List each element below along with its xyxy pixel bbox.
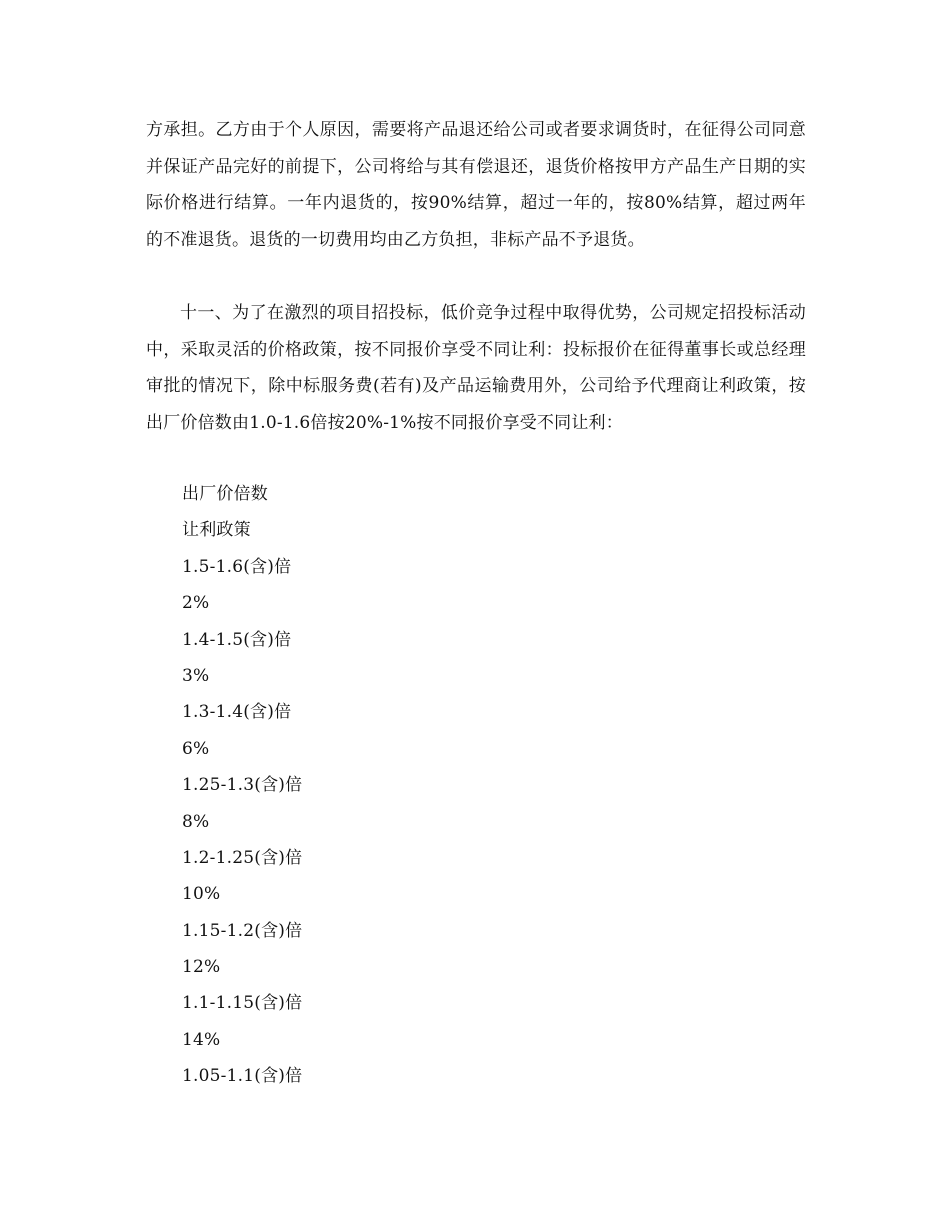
table-line: 1.5-1.6(含)倍 xyxy=(182,556,292,577)
table-line: 1.25-1.3(含)倍 xyxy=(182,775,303,796)
table-line: 12% xyxy=(182,957,221,978)
table-line: 1.2-1.25(含)倍 xyxy=(182,847,303,868)
table-line: 10% xyxy=(182,884,221,905)
table-line: 1.4-1.5(含)倍 xyxy=(182,629,292,650)
table-header-discount: 让利政策 xyxy=(182,520,251,541)
table-line: 14% xyxy=(182,1029,221,1050)
table-line: 2% xyxy=(182,593,210,614)
paragraph-bidding-policy: 十一、为了在激烈的项目招投标，低价竞争过程中取得优势，公司规定招投标活动中，采取灵活的价格政策，按不同报价享受不同让利：投标报价在征得董事长或总经理审批的情况下，除中标服务费(若有)及产品运输费用外，公司给予代理商让利政策，按出厂价倍数由1.0-1.6倍按20%-1%按不同报价享受不同让利： xyxy=(146,303,806,433)
table-line: 3% xyxy=(182,665,210,686)
table-line: 6% xyxy=(182,738,210,759)
discount-table-lines xyxy=(182,476,302,1095)
table-line: 8% xyxy=(182,811,210,832)
table-line: 1.1-1.15(含)倍 xyxy=(182,993,303,1014)
paragraph-return-policy: 方承担。乙方由于个人原因，需要将产品退还给公司或者要求调货时，在征得公司同意并保证产品完好的前提下，公司将给与其有偿退还，退货价格按甲方产品生产日期的实际价格进行结算。一年内退货的，按90%结算，超过一年的，按80%结算，超过两年的不准退货。退货的一切费用均由乙方负担，非标产品不予退货。 xyxy=(146,120,806,250)
table-line: 1.3-1.4(含)倍 xyxy=(182,702,292,723)
table-line: 1.15-1.2(含)倍 xyxy=(182,920,303,941)
table-header-multiple: 出厂价倍数 xyxy=(182,484,268,504)
table-line: 1.05-1.1(含)倍 xyxy=(182,1066,303,1087)
